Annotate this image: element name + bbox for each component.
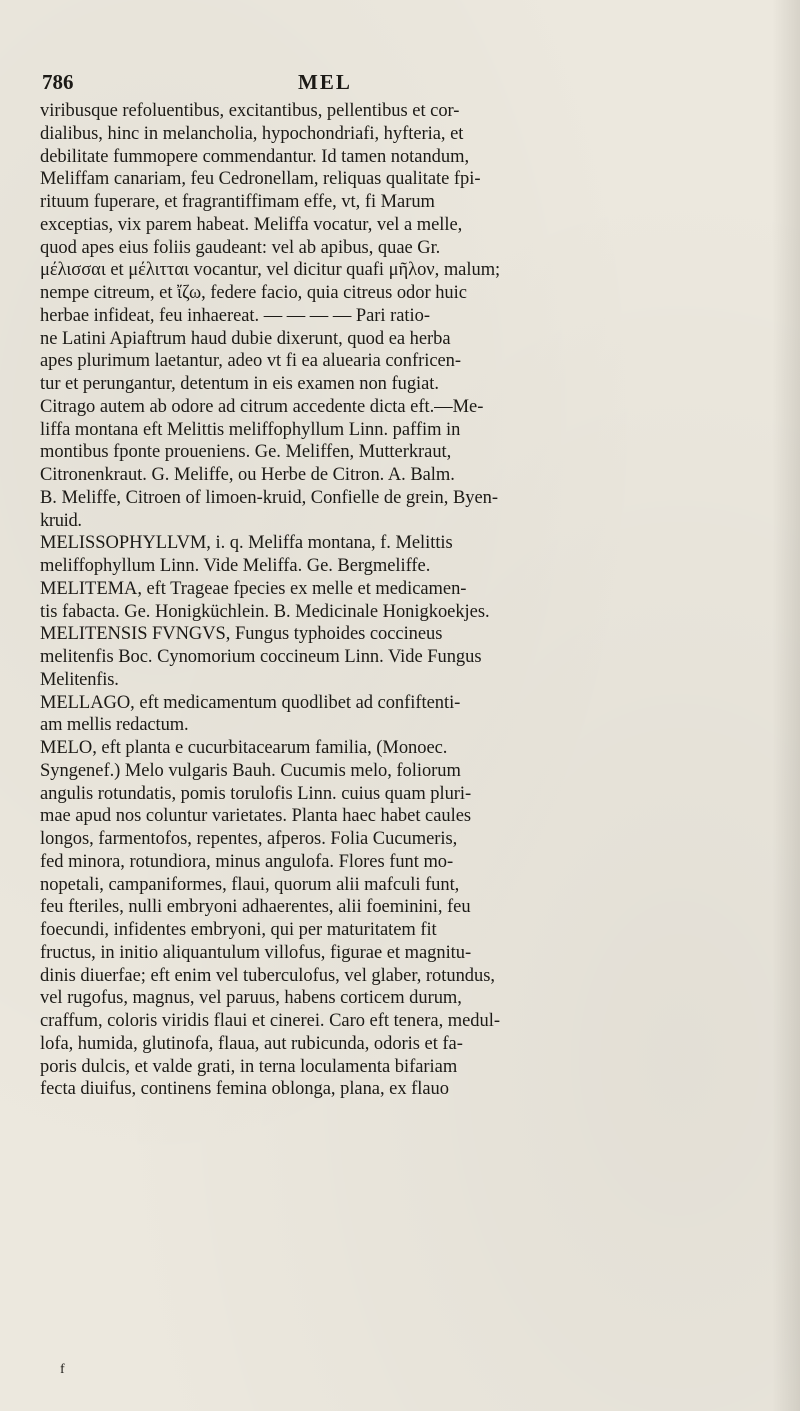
text-line: Citrago autem ab odore ad citrum accedente dicta eft.—Me- [40, 396, 484, 417]
text-line: montibus fponte proueniens. Ge. Meliffen, Mutterkraut, [40, 442, 452, 463]
text-line: Syngenef.) Melo vulgaris Bauh. Cucumis melo, foliorum [40, 760, 461, 781]
text-line: nempe citreum, et ἴζω, federe facio, quia citreus odor huic [40, 283, 467, 303]
text-line: MELISSOPHYLLVM, i. q. Meliffa montana, f. Melittis [40, 533, 453, 554]
text-body [40, 100, 768, 1101]
text-line: dialibus, hinc in melancholia, hypochondriafi, hyfteria, et [40, 123, 464, 144]
text-line: exceptias, vix parem habeat. Meliffa vocatur, vel a melle, [40, 214, 463, 235]
text-line: apes plurimum laetantur, adeo vt fi ea aluearia confricen- [40, 351, 462, 372]
text-line: fructus, in initio aliquantulum villofus, figurae et magnitu- [40, 942, 472, 963]
text-line: herbae infideat, feu inhaereat. — — — — Pari ratio- [40, 305, 430, 326]
text-line: liffa montana eft Melittis meliffophyllum Linn. paffim in [40, 419, 461, 440]
text-line: craffum, coloris viridis flaui et cinerei. Caro eft tenera, medul- [40, 1011, 500, 1031]
text-line: poris dulcis, et valde grati, in terna loculamenta bifariam [40, 1056, 458, 1077]
running-head: MEL [298, 70, 352, 94]
text-line: nopetali, campaniformes, flaui, quorum alii mafculi funt, [40, 874, 460, 895]
text-line: viribusque refoluentibus, excitantibus, pellentibus et cor- [40, 101, 460, 121]
text-line: am mellis redactum. [40, 715, 189, 736]
text-line: debilitate fummopere commendantur. Id tamen notandum, [40, 146, 470, 167]
text-line: tur et perungantur, detentum in eis examen non fugiat. [40, 374, 440, 394]
text-line: fed minora, rotundiora, minus angulofa. Flores funt mo- [40, 851, 454, 872]
text-line: μέλισσαι et μέλιτται vocantur, vel dicitur quafi μῆλον, malum; [40, 260, 501, 281]
text-line: melitenfis Boc. Cynomorium coccineum Linn. Vide Fungus [40, 647, 482, 667]
text-line: meliffophyllum Linn. Vide Meliffa. Ge. Bergmeliffe. [40, 556, 431, 576]
text-line: quod apes eius foliis gaudeant: vel ab apibus, quae Gr. [40, 237, 441, 258]
footer-mark: f [60, 1362, 65, 1377]
text-line: longos, farmentofos, repentes, afperos. Folia Cucumeris, [40, 829, 458, 849]
text-line: MELITENSIS FVNGVS, Fungus typhoides coccineus [40, 624, 443, 645]
text-line: Melitenfis. [40, 669, 119, 690]
text-line: MELITEMA, eft Trageae fpecies ex melle et medicamen- [40, 578, 467, 599]
text-line: mae apud nos coluntur varietates. Planta haec habet caules [40, 806, 472, 827]
page-number: 786 [42, 70, 74, 94]
text-line: vel rugofus, magnus, vel paruus, habens corticem durum, [40, 988, 462, 1009]
page-edge-shadow [772, 0, 800, 1411]
text-line: foecundi, infidentes embryoni, qui per maturitatem fit [40, 920, 437, 940]
text-line: Meliffam canariam, feu Cedronellam, reliquas qualitate fpi- [40, 169, 481, 190]
text-line: feu fteriles, nulli embryoni adhaerentes, alii foeminini, feu [40, 897, 471, 918]
text-line: angulis rotundatis, pomis torulofis Linn. cuius quam pluri- [40, 783, 472, 804]
text-line: Citronenkraut. G. Meliffe, ou Herbe de Citron. A. Balm. [40, 465, 455, 485]
text-line: ne Latini Apiaftrum haud dubie dixerunt, quod ea herba [40, 328, 451, 349]
page-header [40, 70, 740, 100]
text-line: tis fabacta. Ge. Honigküchlein. B. Medicinale Honigkoekjes. [40, 601, 490, 622]
text-line: rituum fuperare, et fragrantiffimam effe, vt, fi Marum [40, 192, 435, 212]
text-line: fecta diuifus, continens femina oblonga, plana, ex flauo [40, 1079, 449, 1100]
text-line: MELO, eft planta e cucurbitacearum familia, (Monoec. [40, 738, 448, 758]
text-line: lofa, humida, glutinofa, flaua, aut rubicunda, odoris et fa- [40, 1033, 463, 1054]
text-line: dinis diuerfae; eft enim vel tuberculofus, vel glaber, rotundus, [40, 965, 495, 986]
text-line: B. Meliffe, Citroen of limoen-kruid, Confielle de grein, Byen- [40, 487, 498, 508]
text-line: MELLAGO, eft medicamentum quodlibet ad confiftenti- [40, 692, 461, 713]
text-line: kruid. [40, 510, 82, 531]
